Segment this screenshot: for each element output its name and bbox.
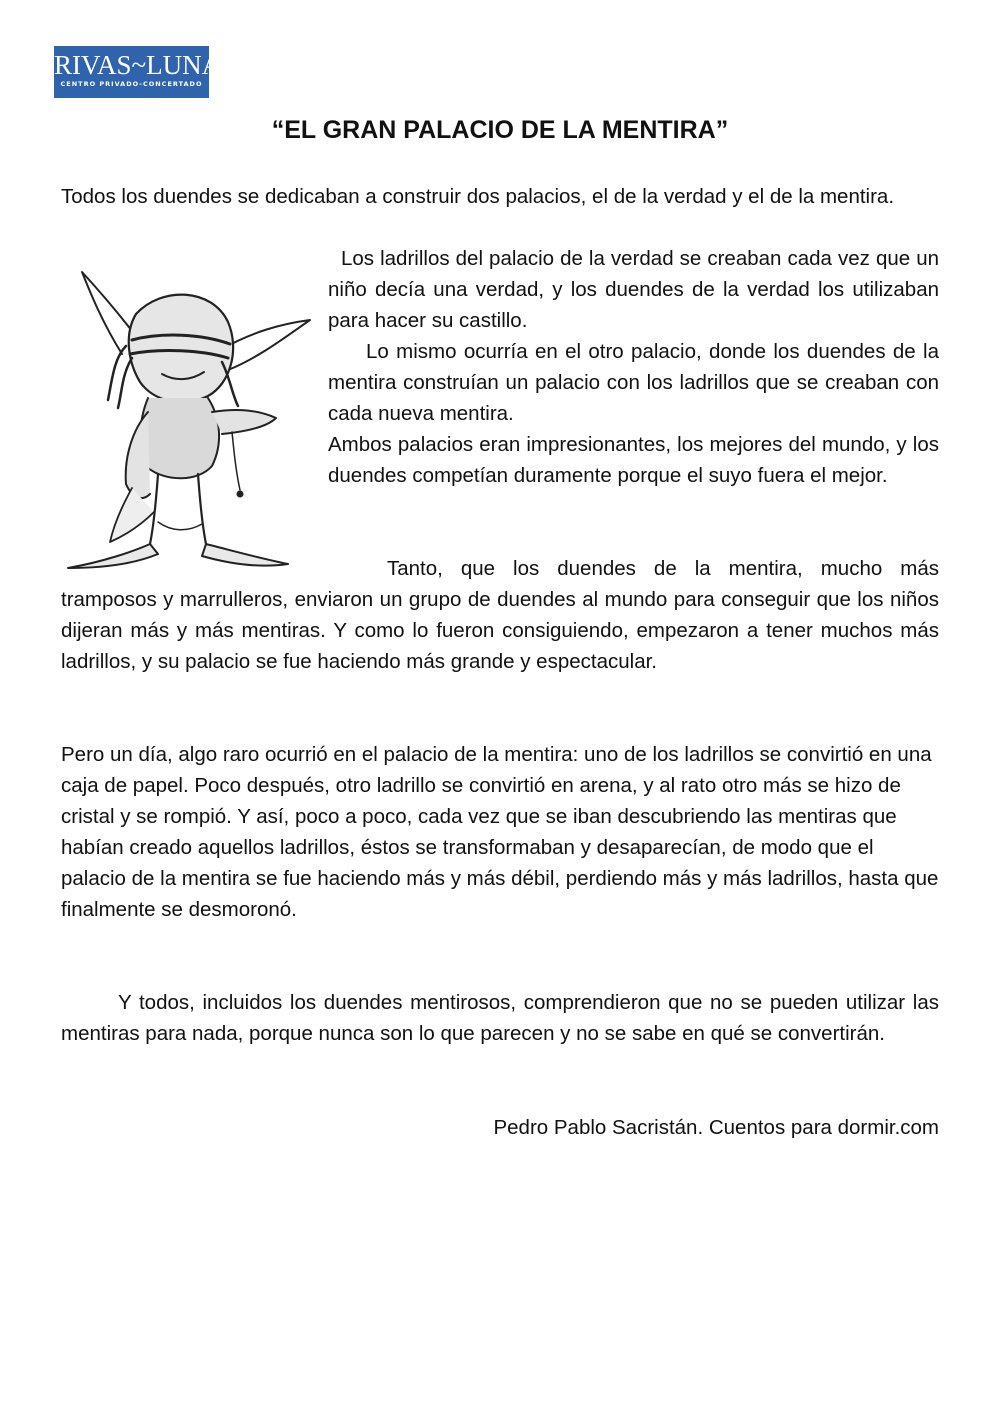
logo-subtitle: CENTRO PRIVADO-CONCERTADO xyxy=(60,80,203,88)
paragraph-bricks-lie: Lo mismo ocurría en el otro palacio, donde los duendes de la mentira construían un palacio con los ladrillos que se creaban con cada nueva mentira. xyxy=(328,340,939,425)
goblin-illustration-icon xyxy=(62,262,318,574)
paragraph-intro: Todos los duendes se dedicaban a construir dos palacios, el de la verdad y el de la mentira. xyxy=(61,185,895,208)
page-title: “EL GRAN PALACIO DE LA MENTIRA” xyxy=(271,116,729,144)
paragraph-bricks-truth: Los ladrillos del palacio de la verdad se creaban cada vez que un niño decía una verdad, y los duendes de la verdad los utilizaban para hacer su castillo. xyxy=(328,247,939,332)
side-text-column xyxy=(328,243,939,491)
logo-name: RIVAS~LUNA xyxy=(54,50,222,80)
paragraph-moral: Y todos, incluidos los duendes mentirosos, comprendieron que no se pueden utilizar las mentiras para nada, porque nunca son lo que parecen y no se sabe en qué se convertirán. xyxy=(61,991,939,1045)
paragraph-tricksters: Tanto, que los duendes de la mentira, mucho más tramposos y marrulleros, enviaron un grupo de duendes al mundo para conseguir que los niños dijeran más y más mentiras. Y como lo fueron consiguiendo, empezaron a tener muchos más ladrillos, y su palacio se fue haciendo más grande y espectacular. xyxy=(61,557,939,673)
paragraph-collapse: Pero un día, algo raro ocurrió en el palacio de la mentira: uno de los ladrillos se convirtió en una caja de papel. Poco después, otro ladrillo se convirtió en arena, y al rato otro más se hizo de cristal y se rompió. Y así, poco a poco, cada vez que se iban descubriendo las mentiras que habían creado aquellos ladrillos, éstos se transformaban y desaparecían, de modo que el palacio de la mentira se fue haciendo más y más débil, perdiendo más y más ladrillos, hasta que finalmente se desmoronó. xyxy=(61,743,939,921)
author-credit: Pedro Pablo Sacristán. Cuentos para dormir.com xyxy=(493,1116,939,1139)
school-logo xyxy=(54,46,222,98)
paragraph-both-palaces: Ambos palacios eran impresionantes, los mejores del mundo, y los duendes competían duramente porque el suyo fuera el mejor. xyxy=(328,433,939,487)
